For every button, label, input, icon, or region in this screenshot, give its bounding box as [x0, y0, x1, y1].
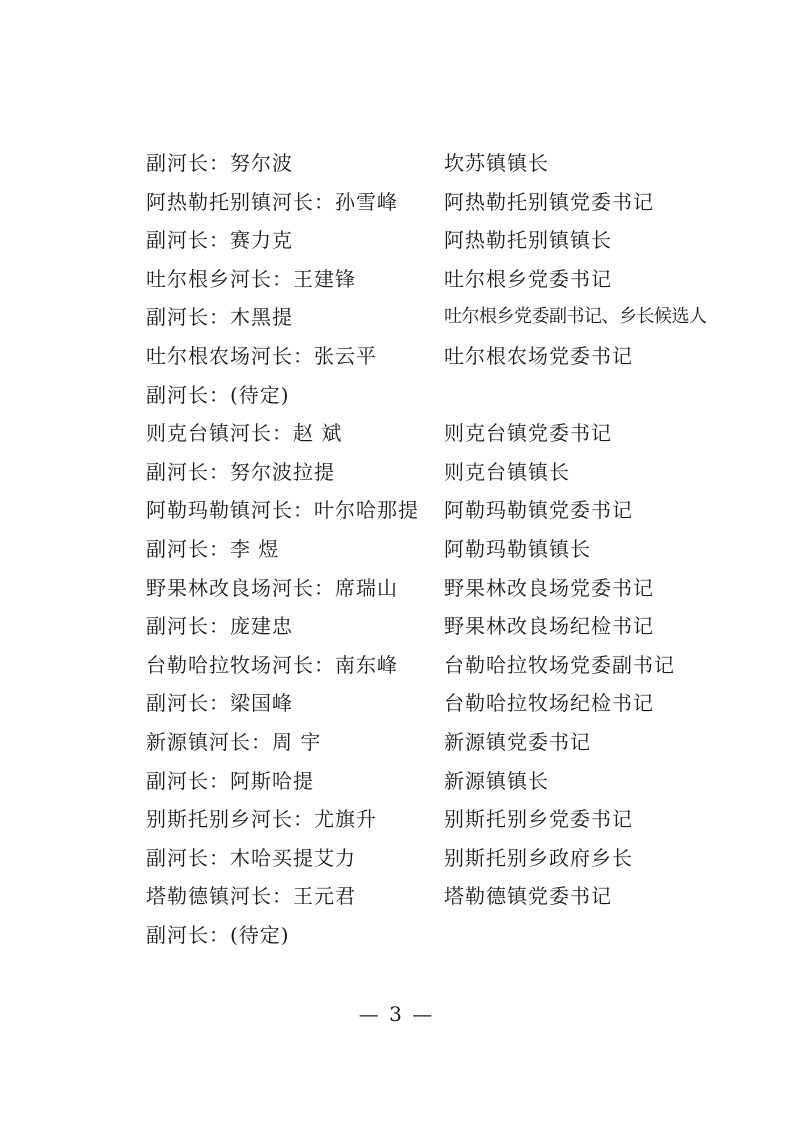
list-row: [146, 530, 706, 569]
list-row: [146, 800, 706, 839]
chief-name: 野果林改良场河长：席瑞山: [146, 575, 398, 600]
chief-position: 阿热勒托别镇镇长: [444, 228, 612, 253]
chief-position: 吐尔根乡党委书记: [444, 266, 612, 291]
chief-name: 副河长：木哈买提艾力: [146, 845, 356, 870]
chief-name: 副河长：努尔波: [146, 151, 293, 175]
chief-position: 坎苏镇镇长: [444, 151, 549, 175]
chief-position: 阿热勒托别镇党委书记: [444, 189, 654, 214]
chief-position: 新源镇镇长: [444, 768, 549, 793]
page-number: — 3 —: [358, 1002, 435, 1026]
list-row: [146, 762, 706, 801]
list-row: [146, 298, 706, 337]
chief-name: 阿勒玛勒镇河长：叶尔哈那提: [146, 498, 419, 523]
list-row: [146, 877, 706, 916]
chief-name: 副河长：阿斯哈提: [146, 768, 314, 793]
chief-position: 野果林改良场党委书记: [444, 575, 654, 600]
list-row: [146, 453, 706, 492]
list-row: [146, 569, 706, 608]
chief-name: 副河长：(待定): [146, 382, 290, 407]
chief-position: 阿勒玛勒镇党委书记: [444, 498, 633, 523]
chief-name: 副河长：木黑提: [146, 305, 293, 330]
chief-name: 塔勒德镇河长：王元君: [146, 884, 356, 909]
list-row: [146, 337, 706, 376]
list-row: [146, 144, 706, 183]
chief-name: 副河长：李 煜: [146, 536, 280, 561]
chief-position: 则克台镇党委书记: [444, 421, 612, 446]
list-row: [146, 183, 706, 222]
chief-position: 别斯托别乡政府乡长: [444, 845, 633, 870]
list-row: [146, 221, 706, 260]
chief-name: 副河长：(待定): [146, 922, 290, 947]
chief-name: 则克台镇河长：赵 斌: [146, 421, 343, 446]
list-row: [146, 684, 706, 723]
chief-position: 阿勒玛勒镇镇长: [444, 536, 591, 561]
chief-position: 新源镇党委书记: [444, 729, 591, 754]
list-row: [146, 491, 706, 530]
chief-name: 别斯托别乡河长：尤旗升: [146, 807, 377, 832]
chief-name: 吐尔根农场河长：张云平: [146, 343, 377, 368]
river-chief-list: [146, 144, 706, 954]
chief-name: 新源镇河长：周 宇: [146, 729, 322, 754]
chief-name: 副河长：庞建忠: [146, 614, 293, 639]
list-row: [146, 414, 706, 453]
chief-name: 吐尔根乡河长：王建锋: [146, 266, 356, 291]
list-row: [146, 723, 706, 762]
chief-position: 野果林改良场纪检书记: [444, 614, 654, 639]
chief-name: 阿热勒托别镇河长：孙雪峰: [146, 189, 398, 214]
chief-position: 则克台镇镇长: [444, 459, 570, 484]
chief-name: 副河长：梁国峰: [146, 691, 293, 716]
list-row: [146, 839, 706, 878]
chief-position: 吐尔根乡党委副书记、乡长候选人: [444, 306, 707, 328]
chief-position: 塔勒德镇党委书记: [444, 884, 612, 909]
chief-name: 副河长：努尔波拉提: [146, 459, 335, 484]
list-row: [146, 376, 706, 415]
chief-position: 台勒哈拉牧场纪检书记: [444, 691, 654, 716]
list-row: [146, 607, 706, 646]
list-row: [146, 916, 706, 955]
list-row: [146, 260, 706, 299]
chief-position: 别斯托别乡党委书记: [444, 807, 633, 832]
chief-name: 台勒哈拉牧场河长：南东峰: [146, 652, 398, 677]
chief-position: 吐尔根农场党委书记: [444, 343, 633, 368]
chief-name: 副河长：赛力克: [146, 228, 293, 253]
list-row: [146, 646, 706, 685]
chief-position: 台勒哈拉牧场党委副书记: [444, 652, 675, 677]
